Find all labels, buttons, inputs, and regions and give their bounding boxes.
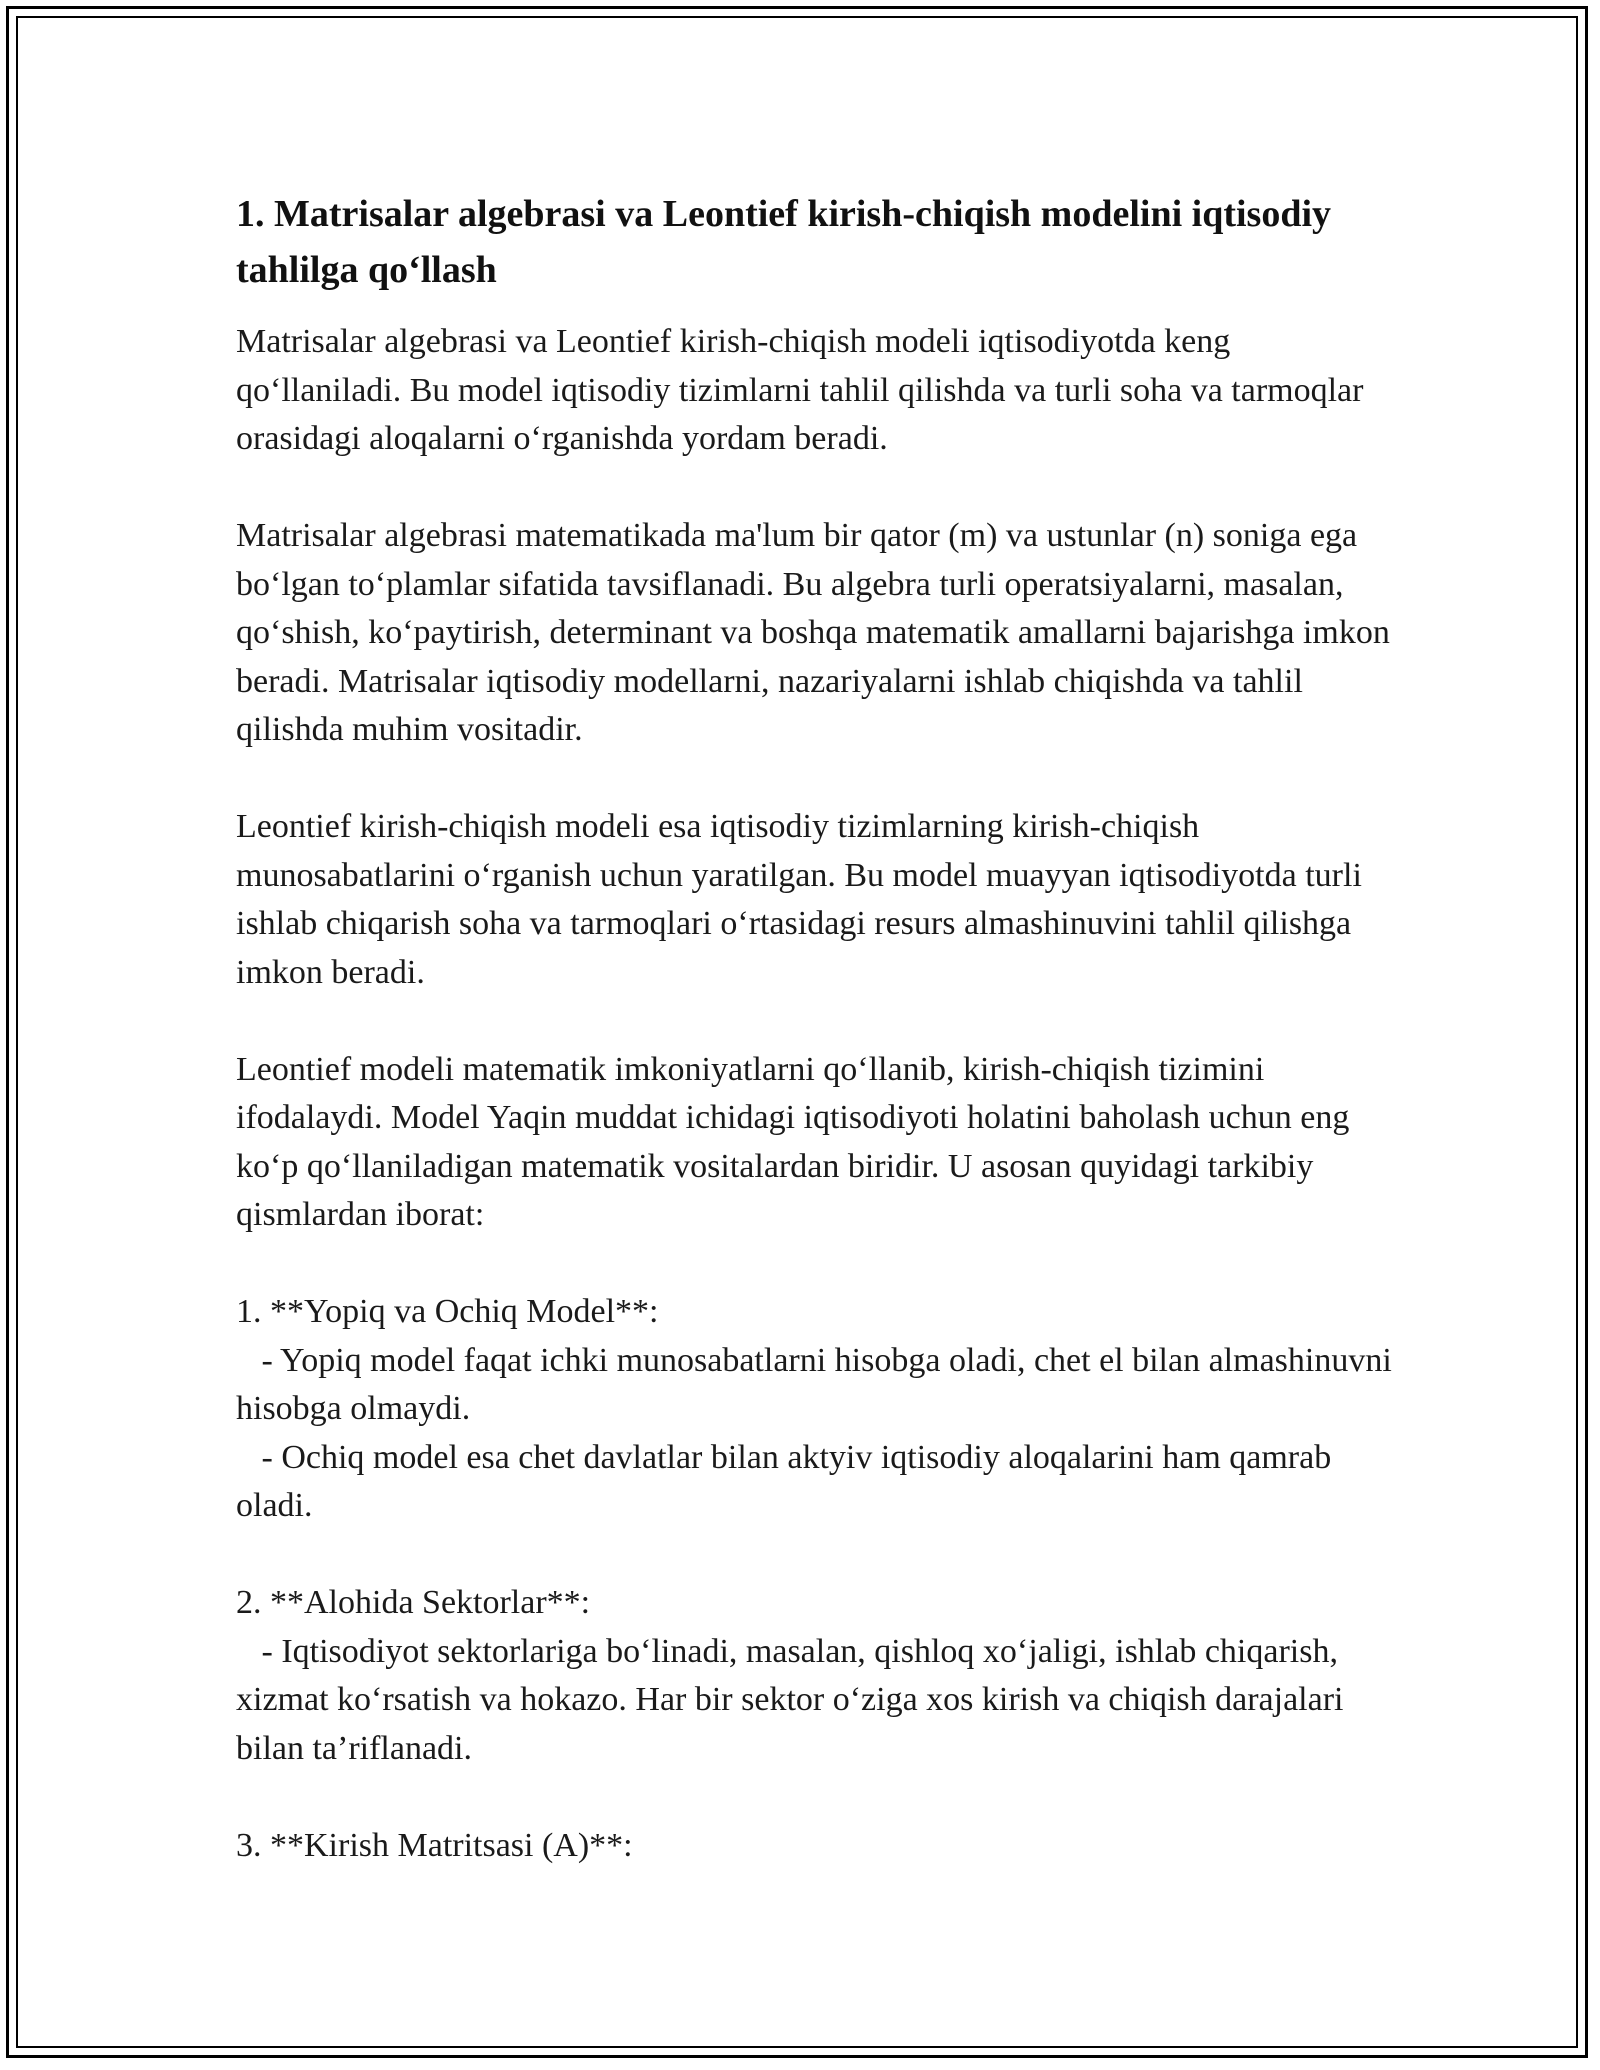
list-item-input-matrix xyxy=(236,1822,1396,1871)
list-item-separate-sectors xyxy=(236,1579,1396,1773)
list-item-heading: 3. **Kirish Matritsasi (A)**: xyxy=(236,1826,633,1864)
list-item-bullet: - Yopiq model faqat ichki munosabatlarni hisobga oladi, chet el bilan almashinuvni hisobga olmaydi. xyxy=(236,1341,1401,1427)
list-item-heading: 2. **Alohida Sektorlar**: xyxy=(236,1584,591,1621)
list-item-bullet: - Ochiq model esa chet davlatlar bilan aktyiv iqtisodiy aloqalarini ham qamrab oladi. xyxy=(236,1438,1340,1524)
paragraph-leontief-components: Leontief modeli matematik imkoniyatlarni qo‘llanib, kirish-chiqish tizimini ifodalaydi. Model Yaqin muddat ichidagi iqtisodiyoti holatini baholash uchun eng ko‘p qo‘llaniladigan matematik vositalardan biridir. U asosan quyidagi tarkibiy qismlardan iborat: xyxy=(236,1050,1358,1233)
paragraph-intro: Matrisalar algebrasi va Leontief kirish-chiqish modeli iqtisodiyotda keng qo‘llaniladi. Bu model iqtisodiy tizimlarni tahlil qilishda va turli soha va tarmoqlar orasidagi aloqalarni o‘rganishda yordam beradi. xyxy=(236,323,1372,457)
paragraph-leontief-model: Leontief kirish-chiqish modeli esa iqtisodiy tizimlarning kirish-chiqish munosabatlarini o‘rganish uchun yaratilgan. Bu model muayyan iqtisodiyotda turli ishlab chiqarish soha va tarmoqlari o‘rtasidagi resurs almashinuvini tahlil qilishga imkon beradi. xyxy=(236,808,1371,991)
document-body xyxy=(236,186,1401,1919)
document-title: 1. Matrisalar algebrasi va Leontief kirish-chiqish modelini iqtisodiy tahlilga qo‘llash xyxy=(236,193,1332,291)
list-item-closed-open-model xyxy=(236,1288,1401,1531)
list-item-heading: 1. **Yopiq va Ochiq Model**: xyxy=(236,1293,659,1330)
list-item-bullet: - Iqtisodiyot sektorlariga bo‘linadi, masalan, qishloq xo‘jaligi, ishlab chiqarish, xizmat ko‘rsatish va hokazo. Har bir sektor o‘ziga xos kirish va chiqish darajalari bilan ta’riflanadi. xyxy=(236,1632,1352,1767)
paragraph-matrix-algebra: Matrisalar algebrasi matematikada ma'lum bir qator (m) va ustunlar (n) soniga ega bo‘lgan to‘plamlar sifatida tavsiflanadi. Bu algebra turli operatsiyalarni, masalan, qo‘shish, ko‘paytirish, determinant va boshqa matematik amallarni bajarishga imkon beradi. Matrisalar iqtisodiy modellarni, nazariyalarni ishlab chiqishda va tahlil qilishda muhim vositadir. xyxy=(236,517,1399,748)
